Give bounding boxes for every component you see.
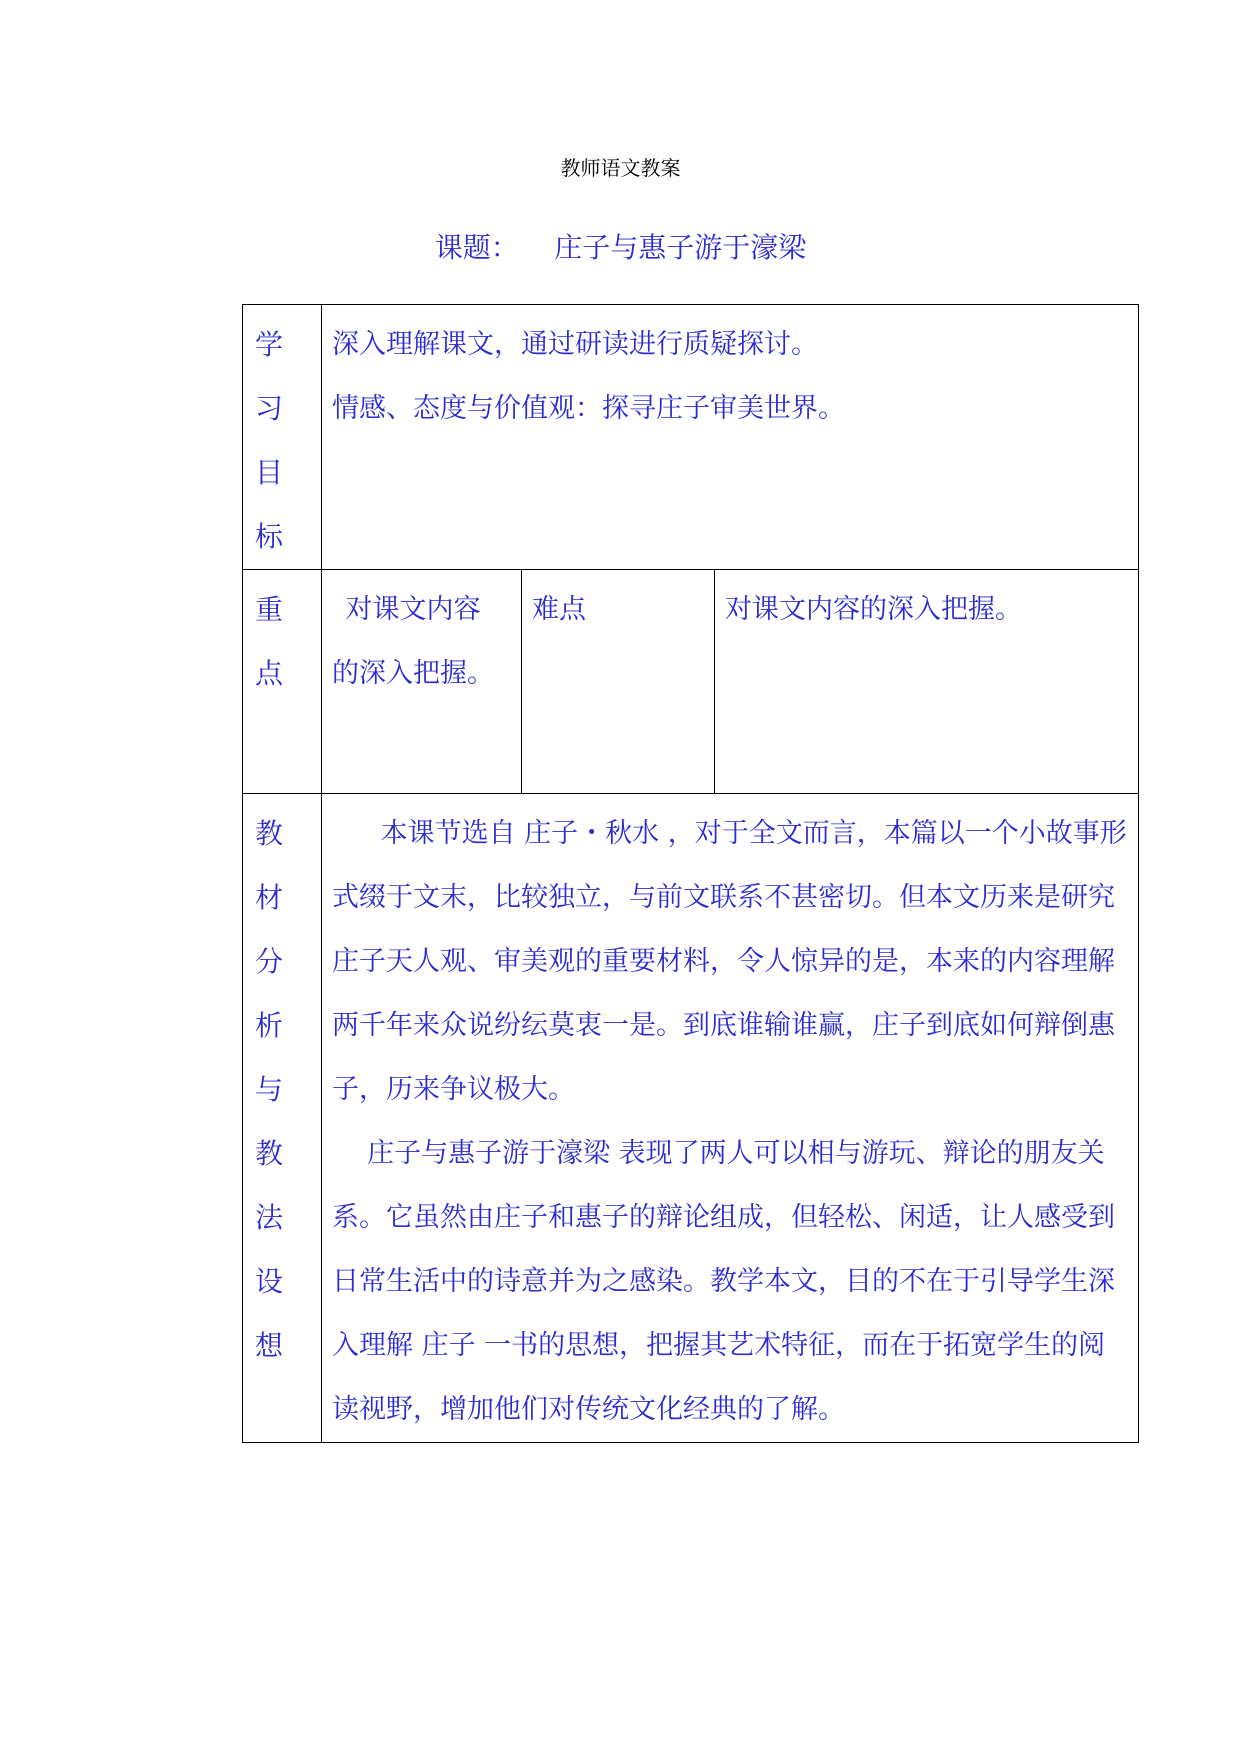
analysis-label: [243, 794, 322, 1443]
label-char: 标: [255, 520, 284, 553]
key-points-label: [243, 570, 322, 794]
label-char: 习: [255, 392, 284, 425]
analysis-paragraph: 庄子与惠子游于濠梁 表现了两人可以相与游玩、辩论的朋友关系。它虽然由庄子和惠子的辩论组成，但轻松、闲适，让人感受到日常生活中的诗意并为之感染。教学本文，目的不在于引导学生深入理解 庄子 一书的思想，把握其艺术特征，而在于拓宽学生的阅读视野，增加他们对传统文化经典的了解。: [332, 1138, 1115, 1425]
analysis-row: [243, 794, 1139, 1443]
label-char: 材: [255, 881, 284, 914]
difficulty-text: 对课文内容的深入把握。: [725, 594, 1022, 625]
analysis-content: [322, 794, 1139, 1443]
objectives-label: [243, 305, 322, 570]
objectives-content: [322, 305, 1139, 570]
key-points-content: [322, 570, 522, 794]
label-char: 析: [255, 1009, 284, 1042]
label-char: 教: [255, 817, 284, 850]
analysis-paragraph: 本课节选自 庄子・秋水 ，对于全文而言，本篇以一个小故事形式缀于文末，比较独立，与前文联系不甚密切。但本文历来是研究庄子天人观、审美观的重要材料，令人惊异的是，本来的内容理解两千年来众说纷纭莫衷一是。到底谁输谁赢，庄子到底如何辩倒惠子，历来争议极大。: [332, 818, 1127, 1105]
label-char: 与: [255, 1073, 284, 1106]
label-char: 学: [255, 328, 284, 361]
objectives-row: [243, 305, 1139, 570]
lesson-plan-table: [242, 304, 1139, 1443]
key-point-line: 对课文内容: [345, 594, 481, 625]
objective-line: 情感、态度与价值观：探寻庄子审美世界。: [332, 393, 845, 424]
difficulty-content: [715, 570, 1139, 794]
difficulty-label: [522, 570, 715, 794]
label-char: 分: [255, 945, 284, 978]
label-char: 教: [255, 1137, 284, 1170]
label-char: 点: [255, 657, 284, 690]
difficulty-label-text: 难点: [532, 594, 586, 625]
label-char: 重: [255, 593, 284, 626]
label-char: 设: [255, 1265, 284, 1298]
key-point-line: 的深入把握。: [332, 658, 494, 689]
label-char: 想: [255, 1329, 284, 1362]
key-points-row: [243, 570, 1139, 794]
document-header: 教师语文教案: [560, 156, 681, 180]
lesson-title: 课题： 庄子与惠子游于濠梁: [434, 231, 807, 264]
label-char: 目: [255, 456, 284, 489]
label-char: 法: [255, 1201, 284, 1234]
objective-line: 深入理解课文，通过研读进行质疑探讨。: [332, 329, 818, 360]
